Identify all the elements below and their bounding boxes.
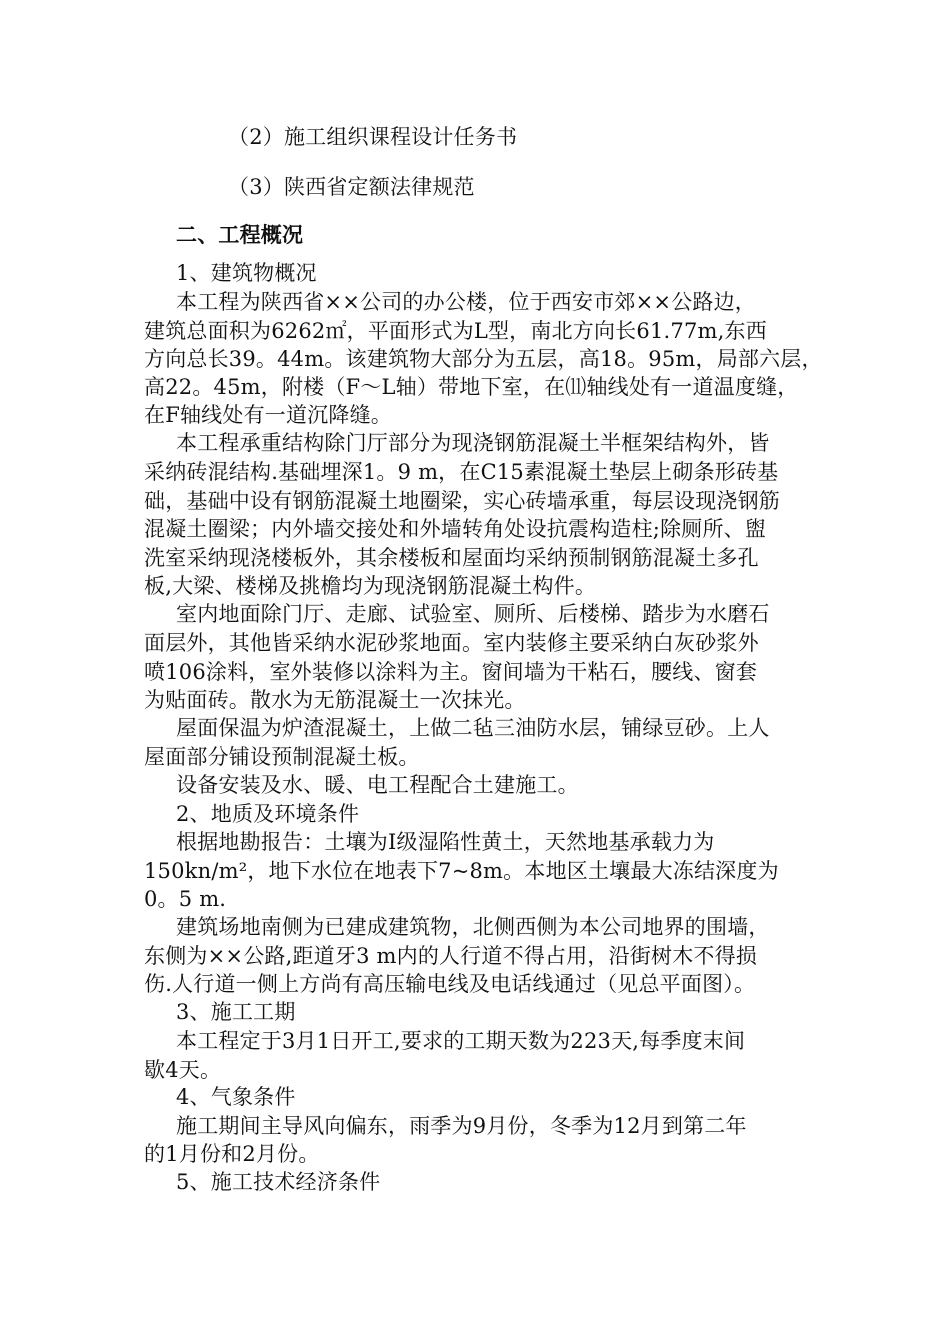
- paragraph-line: 混凝土圈梁；内外墙交接处和外墙转角处设抗震构造柱;除厕所、盥: [144, 517, 767, 541]
- subsection-title-3: 3、施工工期: [176, 1000, 296, 1024]
- paragraph-line: 建筑场地南侧为已建成建筑物，北侧西侧为本公司地界的围墙，: [176, 915, 770, 939]
- paragraph-line: 方向总长39。44m。该建筑物大部分为五层，高18。95m，局部六层，: [144, 347, 823, 371]
- paragraph-line: 屋面部分铺设预制混凝土板。: [144, 745, 420, 769]
- paragraph-line: 屋面保温为炉渣混凝土，上做二毡三油防水层，铺绿豆砂。上人: [176, 716, 770, 740]
- reference-item-3: （3）陕西省定额法律规范: [228, 175, 475, 199]
- paragraph-line: 为贴面砖。散水为无筋混凝土一次抹光。: [144, 688, 526, 712]
- paragraph-line: 本工程为陕西省××公司的办公楼，位于西安市郊××公路边，: [176, 290, 756, 314]
- subsection-title-4: 4、气象条件: [176, 1085, 296, 1109]
- subsection-title-2: 2、地质及环境条件: [176, 802, 360, 826]
- paragraph-line: 本工程定于3月1日开工,要求的工期天数为223天,每季度末间: [176, 1029, 746, 1053]
- paragraph-line: 建筑总面积为6262㎡，平面形式为L型，南北方向长61.77m,东西: [144, 319, 767, 343]
- paragraph-line: 础，基础中设有钢筋混凝土地圈梁，实心砖墙承重，每层设现浇钢筋: [144, 489, 780, 513]
- paragraph-line: 室内地面除门厅、走廊、试验室、厕所、后楼梯、踏步为水磨石: [176, 602, 770, 626]
- paragraph-line: 采纳砖混结构.基础埋深1。9 m，在C15素混凝土垫层上砌条形砖基: [144, 460, 779, 484]
- paragraph-line: 施工期间主导风向偏东，雨季为9月份，冬季为12月到第二年: [176, 1114, 747, 1138]
- paragraph-line: 伤.人行道一侧上方尚有高压输电线及电话线通过（见总平面图）。: [144, 972, 756, 996]
- paragraph-line: 设备安装及水、暖、电工程配合土建施工。: [176, 773, 579, 797]
- subsection-title-1: 1、建筑物概况: [176, 261, 317, 285]
- paragraph-line: 高22。45m，附楼（F～L轴）带地下室，在⑾轴线处有一道温度缝，: [144, 375, 799, 399]
- paragraph-line: 在F轴线处有一道沉降缝。: [144, 403, 392, 427]
- paragraph-line: 面层外，其他皆采纳水泥砂浆地面。室内装修主要采纳白灰砂浆外: [144, 631, 759, 655]
- paragraph-line: 喷106涂料，室外装修以涂料为主。窗间墙为干粘石，腰线、窗套: [144, 660, 758, 684]
- paragraph-line: 本工程承重结构除门厅部分为现浇钢筋混凝土半框架结构外，皆: [176, 431, 770, 455]
- paragraph-line: 0。5 m.: [144, 887, 227, 911]
- paragraph-line: 150kn/m²，地下水位在地表下7~8m。本地区土壤最大冻结深度为: [144, 859, 779, 883]
- paragraph-line: 板,大梁、楼梯及挑檐均为现浇钢筋混凝土构件。: [144, 574, 597, 598]
- paragraph-line: 东侧为××公路,距道牙3 m内的人行道不得占用，沿街树木不得损: [144, 944, 758, 968]
- paragraph-line: 的1月份和2月份。: [144, 1142, 320, 1166]
- paragraph-line: 歇4天。: [144, 1058, 222, 1082]
- paragraph-line: 根据地勘报告：土壤为Ⅰ级湿陷性黄土，天然地基承载力为: [176, 830, 715, 854]
- section-heading: 二、工程概况: [176, 223, 304, 247]
- paragraph-line: 洗室采纳现浇楼板外，其余楼板和屋面均采纳预制钢筋混凝土多孔: [144, 546, 759, 570]
- reference-item-2: （2）施工组织课程设计任务书: [228, 125, 518, 149]
- subsection-title-5: 5、施工技术经济条件: [176, 1170, 381, 1194]
